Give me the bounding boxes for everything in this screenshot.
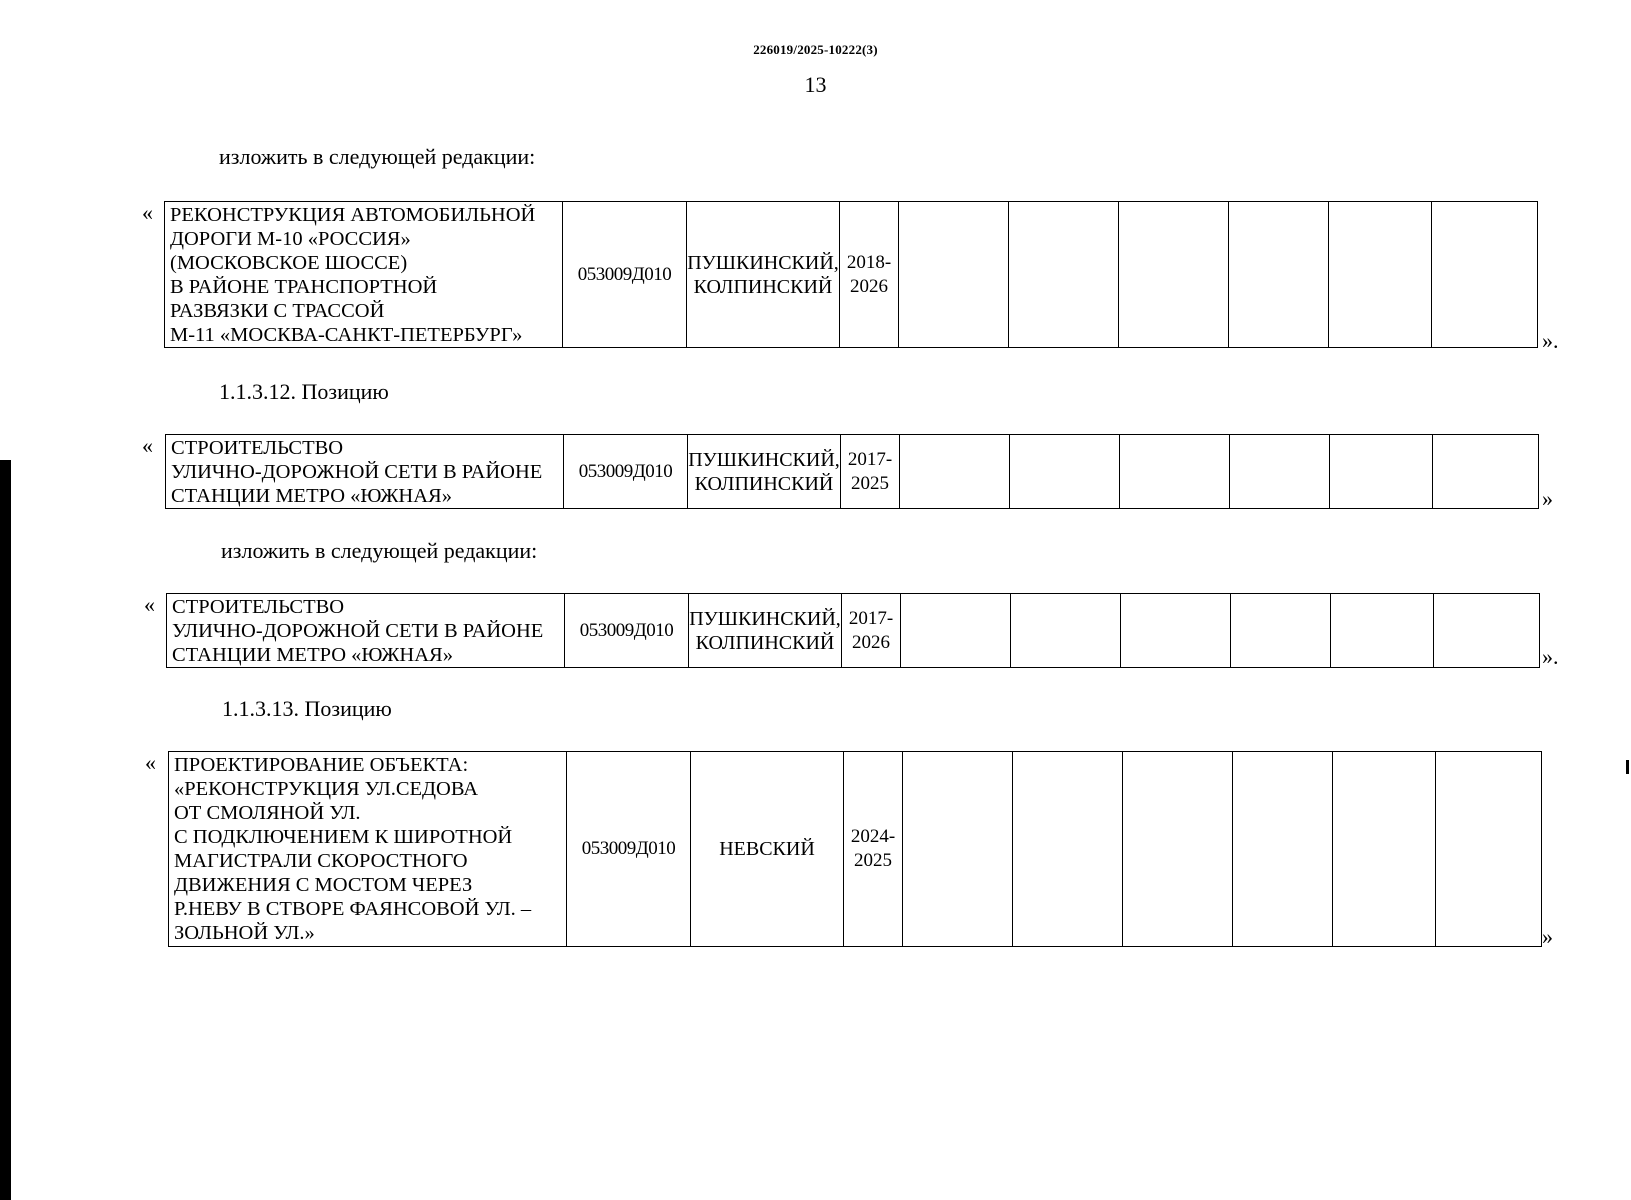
code-cell: 053009Д010 bbox=[567, 752, 691, 947]
empty-cell bbox=[1123, 752, 1233, 947]
paragraph-position: 1.1.3.12. Позицию bbox=[219, 379, 389, 404]
open-quote: « bbox=[144, 592, 155, 617]
empty-cell bbox=[1011, 594, 1121, 668]
empty-cell bbox=[1230, 435, 1330, 509]
empty-cell bbox=[1009, 202, 1119, 348]
years-cell: 2018- 2026 bbox=[840, 202, 899, 348]
position-table bbox=[168, 751, 1542, 947]
district-cell: ПУШКИНСКИЙ, КОЛПИНСКИЙ bbox=[688, 435, 841, 509]
empty-cell bbox=[900, 435, 1010, 509]
district-cell: НЕВСКИЙ bbox=[691, 752, 844, 947]
years-cell: 2017- 2025 bbox=[841, 435, 900, 509]
empty-cell bbox=[1121, 594, 1231, 668]
empty-cell bbox=[1434, 594, 1540, 668]
code-cell: 053009Д010 bbox=[563, 202, 687, 348]
close-quote: ». bbox=[1542, 328, 1559, 353]
district-cell: ПУШКИНСКИЙ, КОЛПИНСКИЙ bbox=[687, 202, 840, 348]
scan-edge-mark bbox=[1626, 760, 1629, 774]
position-table bbox=[164, 201, 1538, 348]
position-table bbox=[165, 434, 1539, 509]
document-id: 226019/2025-10222(3) bbox=[753, 42, 878, 57]
empty-cell bbox=[899, 202, 1009, 348]
empty-cell bbox=[1231, 594, 1331, 668]
empty-cell bbox=[1120, 435, 1230, 509]
scan-edge-mark bbox=[0, 460, 11, 1200]
open-quote: « bbox=[142, 433, 153, 458]
object-name-cell: ПРОЕКТИРОВАНИЕ ОБЪЕКТА: «РЕКОНСТРУКЦИЯ УЛ.СЕДОВА ОТ СМОЛЯНОЙ УЛ. С ПОДКЛЮЧЕНИЕМ К ШИРОТНОЙ МАГИСТРАЛИ СКОРОСТНОГО ДВИЖЕНИЯ С МОСТОМ ЧЕРЕЗ Р.НЕВУ В СТВОРЕ ФАЯНСОВОЙ УЛ. – ЗОЛЬНОЙ УЛ.» bbox=[169, 752, 567, 947]
empty-cell bbox=[1119, 202, 1229, 348]
position-table bbox=[166, 593, 1540, 668]
close-quote: » bbox=[1542, 486, 1553, 511]
empty-cell bbox=[1436, 752, 1542, 947]
close-quote: ». bbox=[1542, 644, 1559, 669]
empty-cell bbox=[1233, 752, 1333, 947]
empty-cell bbox=[1433, 435, 1539, 509]
empty-cell bbox=[901, 594, 1011, 668]
empty-cell bbox=[1331, 594, 1434, 668]
empty-cell bbox=[1330, 435, 1433, 509]
district-cell: ПУШКИНСКИЙ, КОЛПИНСКИЙ bbox=[689, 594, 842, 668]
paragraph-position: 1.1.3.13. Позицию bbox=[222, 696, 392, 721]
years-cell: 2017- 2026 bbox=[842, 594, 901, 668]
empty-cell bbox=[1229, 202, 1329, 348]
years-cell: 2024- 2025 bbox=[844, 752, 903, 947]
empty-cell bbox=[1013, 752, 1123, 947]
code-cell: 053009Д010 bbox=[565, 594, 689, 668]
empty-cell bbox=[1432, 202, 1538, 348]
empty-cell bbox=[1010, 435, 1120, 509]
page-number: 13 bbox=[804, 72, 827, 97]
paragraph-instruction: изложить в следующей редакции: bbox=[219, 144, 536, 169]
object-name-cell: РЕКОНСТРУКЦИЯ АВТОМОБИЛЬНОЙ ДОРОГИ М-10 «РОССИЯ» (МОСКОВСКОЕ ШОССЕ) В РАЙОНЕ ТРАНСПОРТНОЙ РАЗВЯЗКИ С ТРАССОЙ М-11 «МОСКВА-САНКТ-ПЕТЕРБУРГ» bbox=[165, 202, 563, 348]
table-row bbox=[166, 435, 1539, 509]
table-row bbox=[167, 594, 1540, 668]
open-quote: « bbox=[142, 200, 153, 225]
table-row bbox=[169, 752, 1542, 947]
object-name-cell: СТРОИТЕЛЬСТВО УЛИЧНО-ДОРОЖНОЙ СЕТИ В РАЙОНЕ СТАНЦИИ МЕТРО «ЮЖНАЯ» bbox=[167, 594, 565, 668]
code-cell: 053009Д010 bbox=[564, 435, 688, 509]
empty-cell bbox=[903, 752, 1013, 947]
close-quote: » bbox=[1542, 924, 1553, 949]
empty-cell bbox=[1333, 752, 1436, 947]
paragraph-instruction: изложить в следующей редакции: bbox=[221, 538, 538, 563]
table-row bbox=[165, 202, 1538, 348]
open-quote: « bbox=[145, 750, 156, 775]
empty-cell bbox=[1329, 202, 1432, 348]
object-name-cell: СТРОИТЕЛЬСТВО УЛИЧНО-ДОРОЖНОЙ СЕТИ В РАЙОНЕ СТАНЦИИ МЕТРО «ЮЖНАЯ» bbox=[166, 435, 564, 509]
